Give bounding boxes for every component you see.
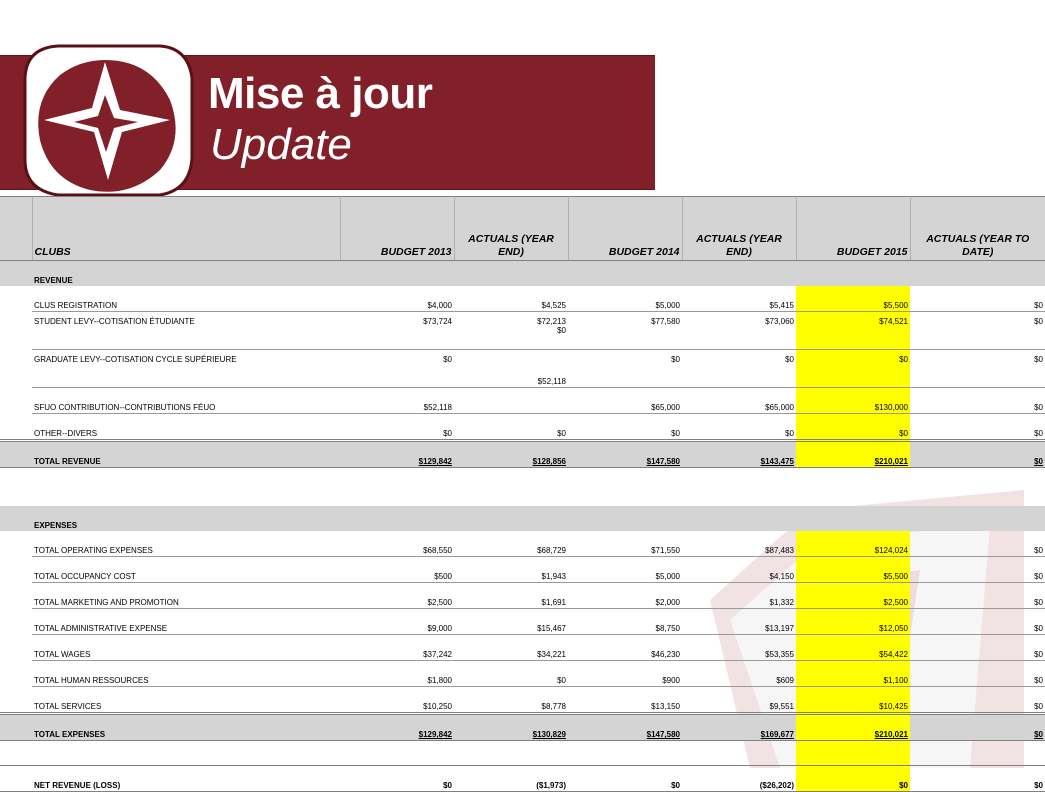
cell-budget-2015: $10,425 bbox=[796, 687, 910, 714]
cell-budget-2013: $0 bbox=[340, 766, 454, 792]
table-row bbox=[0, 414, 1045, 441]
cell-budget-2014: $147,580 bbox=[568, 714, 682, 741]
cell-budget-2013: $73,724 bbox=[340, 312, 454, 350]
cell-budget-2013: $129,842 bbox=[340, 441, 454, 468]
cell-actuals-2013: ($1,973) bbox=[454, 766, 568, 792]
cell-actuals-ytd: $0 bbox=[910, 557, 1045, 583]
cell-value: $72,213 bbox=[537, 317, 566, 326]
cell-budget-2015: $0 bbox=[796, 766, 910, 792]
total-revenue-row bbox=[0, 441, 1045, 468]
row-label: TOTAL OPERATING EXPENSES bbox=[32, 531, 340, 557]
cell-budget-2014: $2,000 bbox=[568, 583, 682, 609]
cell-actuals-ytd: $0 bbox=[910, 635, 1045, 661]
cell-actuals-2014: $53,355 bbox=[682, 635, 796, 661]
cell-actuals-2013: $8,778 bbox=[454, 687, 568, 714]
table-header-row bbox=[0, 197, 1045, 261]
row-label: CLUS REGISTRATION bbox=[32, 286, 340, 312]
cell-actuals-2013: $0 bbox=[454, 661, 568, 687]
cell-budget-2013: $1,800 bbox=[340, 661, 454, 687]
cell-actuals-2013 bbox=[454, 312, 568, 350]
row-label: STUDENT LEVY--COTISATION ÉTUDIANTE bbox=[32, 312, 340, 350]
cell-budget-2014: $65,000 bbox=[568, 388, 682, 414]
cell-actuals-2014: $87,483 bbox=[682, 531, 796, 557]
cell-budget-2014: $5,000 bbox=[568, 286, 682, 312]
cell-budget-2013: $129,842 bbox=[340, 714, 454, 741]
cell-budget-2015: $12,050 bbox=[796, 609, 910, 635]
cell-budget-2013: $68,550 bbox=[340, 531, 454, 557]
row-label: GRADUATE LEVY--COTISATION CYCLE SUPÉRIEURE bbox=[32, 350, 340, 388]
cell-budget-2015: $5,500 bbox=[796, 557, 910, 583]
spacer-row bbox=[0, 468, 1045, 507]
cell-actuals-ytd: $0 bbox=[910, 441, 1045, 468]
cell-budget-2013: $9,000 bbox=[340, 609, 454, 635]
table-row bbox=[0, 661, 1045, 687]
row-label: TOTAL ADMINISTRATIVE EXPENSE bbox=[32, 609, 340, 635]
section-revenue bbox=[0, 261, 1045, 287]
total-expenses-row bbox=[0, 714, 1045, 741]
cell-actuals-2014: $169,677 bbox=[682, 714, 796, 741]
table-row bbox=[0, 557, 1045, 583]
cell-budget-2015: $0 bbox=[796, 350, 910, 388]
table-row bbox=[0, 635, 1045, 661]
cell-actuals-2013: $128,856 bbox=[454, 441, 568, 468]
row-label: NET REVENUE (LOSS) bbox=[32, 766, 340, 792]
row-label: OTHER--DIVERS bbox=[32, 414, 340, 441]
cell-actuals-ytd: $0 bbox=[910, 609, 1045, 635]
row-label: TOTAL OCCUPANCY COST bbox=[32, 557, 340, 583]
cell-actuals-ytd: $0 bbox=[910, 766, 1045, 792]
header-budget-2015: BUDGET 2015 bbox=[796, 197, 910, 261]
cell-actuals-2014: $73,060 bbox=[682, 312, 796, 350]
table-row bbox=[0, 286, 1045, 312]
cell-budget-2015: $54,422 bbox=[796, 635, 910, 661]
cell-budget-2015: $130,000 bbox=[796, 388, 910, 414]
cell-actuals-2013: $68,729 bbox=[454, 531, 568, 557]
cell-actuals-ytd: $0 bbox=[910, 687, 1045, 714]
cell-actuals-ytd: $0 bbox=[910, 286, 1045, 312]
table-row bbox=[0, 531, 1045, 557]
page-title-french: Mise à jour bbox=[208, 69, 433, 118]
cell-actuals-2014: $13,197 bbox=[682, 609, 796, 635]
cell-actuals-2013: $34,221 bbox=[454, 635, 568, 661]
cell-actuals-ytd: $0 bbox=[910, 531, 1045, 557]
cell-actuals-2014: $143,475 bbox=[682, 441, 796, 468]
cell-budget-2014: $0 bbox=[568, 414, 682, 441]
row-label: TOTAL MARKETING AND PROMOTION bbox=[32, 583, 340, 609]
cell-actuals-2014: $609 bbox=[682, 661, 796, 687]
spacer-row bbox=[0, 741, 1045, 766]
cell-budget-2014: $0 bbox=[568, 766, 682, 792]
cell-actuals-ytd: $0 bbox=[910, 388, 1045, 414]
row-label: SFUO CONTRIBUTION--CONTRIBUTIONS FÉUO bbox=[32, 388, 340, 414]
cell-budget-2014: $71,550 bbox=[568, 531, 682, 557]
row-label: TOTAL REVENUE bbox=[32, 441, 340, 468]
cell-budget-2014: $0 bbox=[568, 350, 682, 388]
cell-budget-2015: $5,500 bbox=[796, 286, 910, 312]
cell-value-sub: $0 bbox=[557, 326, 566, 335]
header-actuals-2013: ACTUALS (YEAR END) bbox=[454, 197, 568, 261]
cell-budget-2014: $147,580 bbox=[568, 441, 682, 468]
cell-actuals-2014: ($26,202) bbox=[682, 766, 796, 792]
cell-budget-2015: $210,021 bbox=[796, 441, 910, 468]
header-clubs: CLUBS bbox=[32, 197, 340, 261]
section-expenses bbox=[0, 506, 1045, 531]
cell-actuals-ytd: $0 bbox=[910, 350, 1045, 388]
cell-actuals-ytd: $0 bbox=[910, 583, 1045, 609]
cell-budget-2015: $210,021 bbox=[796, 714, 910, 741]
table-row bbox=[0, 312, 1045, 350]
table-row bbox=[0, 687, 1045, 714]
cell-actuals-2013 bbox=[454, 388, 568, 414]
cell-budget-2013: $4,000 bbox=[340, 286, 454, 312]
cell-budget-2014: $5,000 bbox=[568, 557, 682, 583]
cell-budget-2013: $37,242 bbox=[340, 635, 454, 661]
page-title-english: Update bbox=[210, 120, 352, 169]
cell-actuals-ytd: $0 bbox=[910, 661, 1045, 687]
row-label: TOTAL SERVICES bbox=[32, 687, 340, 714]
row-label: TOTAL EXPENSES bbox=[32, 714, 340, 741]
cell-actuals-2013: $130,829 bbox=[454, 714, 568, 741]
cell-budget-2013: $0 bbox=[340, 414, 454, 441]
cell-actuals-2014: $0 bbox=[682, 414, 796, 441]
organization-logo bbox=[10, 40, 200, 200]
cell-actuals-2013: $0 bbox=[454, 414, 568, 441]
cell-actuals-2013: $15,467 bbox=[454, 609, 568, 635]
cell-actuals-2013: $1,943 bbox=[454, 557, 568, 583]
cell-actuals-2014: $1,332 bbox=[682, 583, 796, 609]
section-label: REVENUE bbox=[32, 261, 340, 287]
net-revenue-row bbox=[0, 766, 1045, 792]
row-label: TOTAL WAGES bbox=[32, 635, 340, 661]
cell-budget-2014: $13,150 bbox=[568, 687, 682, 714]
header-budget-2014: BUDGET 2014 bbox=[568, 197, 682, 261]
cell-budget-2015: $124,024 bbox=[796, 531, 910, 557]
cell-budget-2014: $8,750 bbox=[568, 609, 682, 635]
table-row bbox=[0, 609, 1045, 635]
cell-actuals-2014: $65,000 bbox=[682, 388, 796, 414]
cell-budget-2015: $0 bbox=[796, 414, 910, 441]
cell-actuals-ytd: $0 bbox=[910, 414, 1045, 441]
cell-budget-2014: $900 bbox=[568, 661, 682, 687]
cell-budget-2013: $500 bbox=[340, 557, 454, 583]
header-actuals-ytd: ACTUALS (YEAR TO DATE) bbox=[910, 197, 1045, 261]
cell-budget-2014: $77,580 bbox=[568, 312, 682, 350]
table-row bbox=[0, 350, 1045, 388]
cell-actuals-ytd: $0 bbox=[910, 312, 1045, 350]
cell-budget-2013: $10,250 bbox=[340, 687, 454, 714]
cell-actuals-2014: $9,551 bbox=[682, 687, 796, 714]
header-actuals-2014: ACTUALS (YEAR END) bbox=[682, 197, 796, 261]
cell-actuals-2014: $5,415 bbox=[682, 286, 796, 312]
cell-actuals-2013: $4,525 bbox=[454, 286, 568, 312]
budget-table bbox=[0, 196, 1043, 790]
cell-actuals-2013: $52,118 bbox=[454, 350, 568, 388]
row-label: TOTAL HUMAN RESSOURCES bbox=[32, 661, 340, 687]
cell-budget-2013: $2,500 bbox=[340, 583, 454, 609]
cell-actuals-2013: $1,691 bbox=[454, 583, 568, 609]
cell-budget-2015: $2,500 bbox=[796, 583, 910, 609]
header-budget-2013: BUDGET 2013 bbox=[340, 197, 454, 261]
table-row bbox=[0, 583, 1045, 609]
cell-actuals-ytd: $0 bbox=[910, 714, 1045, 741]
cell-budget-2015: $74,521 bbox=[796, 312, 910, 350]
section-label: EXPENSES bbox=[32, 506, 340, 531]
cell-budget-2013: $52,118 bbox=[340, 388, 454, 414]
cell-actuals-2014: $4,150 bbox=[682, 557, 796, 583]
cell-budget-2013: $0 bbox=[340, 350, 454, 388]
cell-budget-2014: $46,230 bbox=[568, 635, 682, 661]
cell-actuals-2014: $0 bbox=[682, 350, 796, 388]
table-row bbox=[0, 388, 1045, 414]
cell-budget-2015: $1,100 bbox=[796, 661, 910, 687]
